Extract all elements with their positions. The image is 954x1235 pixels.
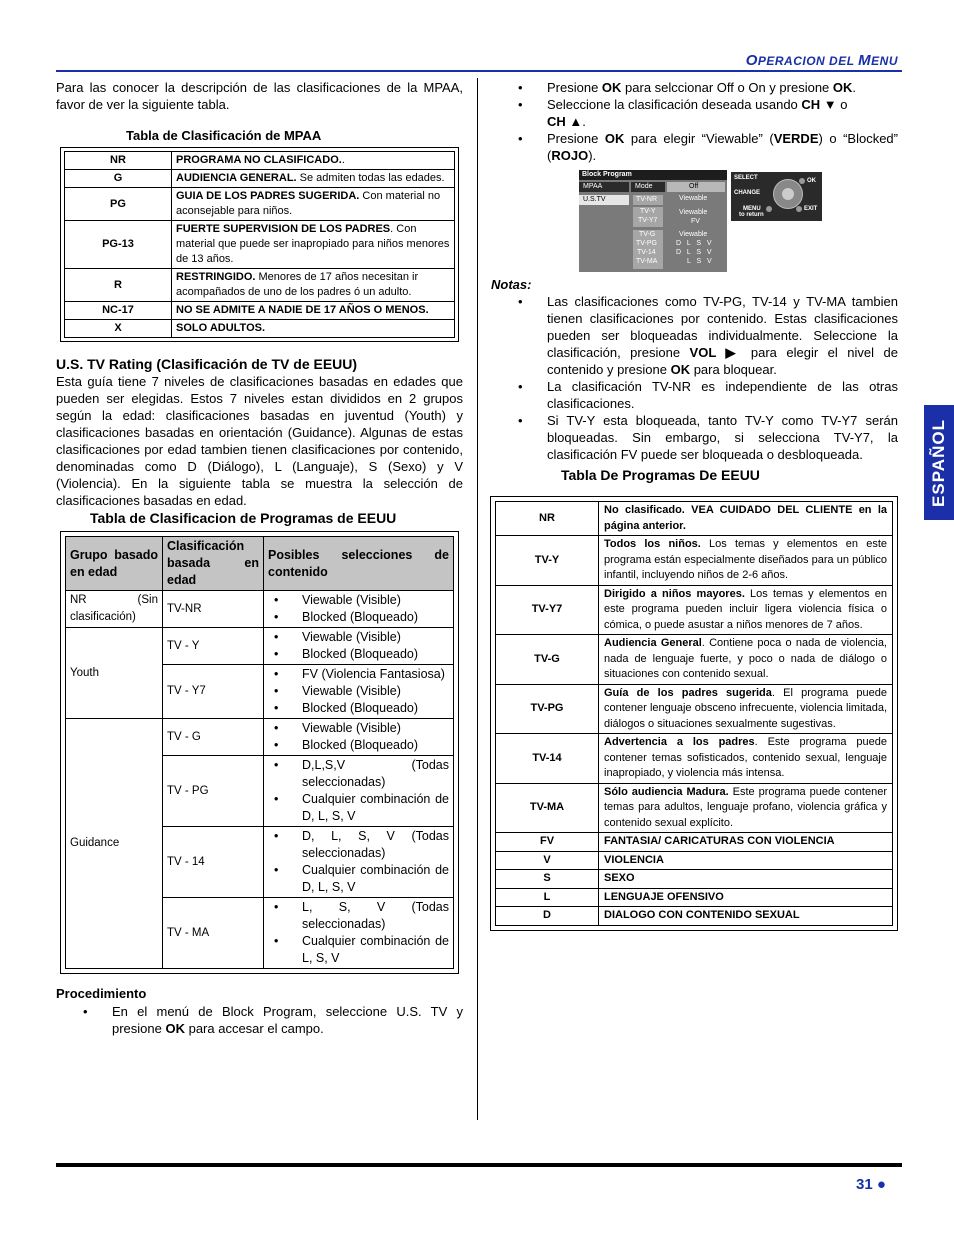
rating-description: NO SE ADMITE A NADIE DE 17 AÑOS O MENOS. — [172, 302, 455, 320]
menu-button-icon — [766, 206, 772, 212]
language-tab: ESPAÑOL — [924, 405, 954, 520]
osd-rating: TV-Y7 — [638, 217, 658, 224]
rating-description: RESTRINGIDO. Menores de 17 años necesitan ir acompañados de uno de los padres ó un adulto. — [172, 269, 455, 302]
rating-cell: TV - G — [163, 719, 264, 756]
options-cell — [264, 628, 454, 665]
rating-description: DIALOGO CON CONTENIDO SEXUAL — [599, 907, 893, 926]
rating-cell: TV - MA — [163, 898, 264, 969]
option-item: • Cualquier combinación de D, L, S, V — [268, 791, 449, 825]
exit-button-icon — [796, 206, 802, 212]
rating-code: L — [496, 888, 599, 907]
rating-description: Audiencia General. Contiene poca o nada de violencia, nada de lenguaje fuerte, y poco o nada de diálogo o situaciones con contenido sexual. — [599, 635, 893, 685]
options-cell — [264, 827, 454, 898]
options-cell — [264, 665, 454, 719]
rating-code: TV-MA — [496, 783, 599, 833]
rating-description: PROGRAMA NO CLASIFICADO.. — [172, 152, 455, 170]
rating-description: Advertencia a los padres. Este programa puede contener temas sofisticados, contenido sexual, lenguaje inapropiado, y violencia más intensa. — [599, 734, 893, 784]
col-header-group: Grupo basado en edad — [66, 537, 163, 591]
table-row — [65, 320, 455, 338]
table-row — [496, 502, 893, 536]
col-header-options: Posibles selecciones de contenido — [264, 537, 454, 591]
table-row — [496, 870, 893, 889]
group-youth: Youth — [66, 628, 163, 719]
mpaa-intro: Para las conocer la descripción de las clasificaciones de la MPAA, favor de ver la siguiente tabla. — [56, 80, 463, 112]
mpaa-table-frame — [60, 147, 459, 342]
rating-code: NR — [496, 502, 599, 536]
rating-code: NR — [65, 152, 172, 170]
osd-value: Viewable — [679, 195, 708, 202]
column-separator — [477, 78, 478, 1120]
tv-table-caption: Tabla de Clasificacion de Programas de EEUU — [90, 510, 397, 526]
rating-cell: TV - Y — [163, 628, 264, 665]
table-row — [496, 734, 893, 784]
rating-description: GUIA DE LOS PADRES SUGERIDA. Con material no aconsejable para niños. — [172, 188, 455, 221]
rating-code: PG-13 — [65, 221, 172, 269]
rating-code: V — [496, 851, 599, 870]
table-row — [65, 170, 455, 188]
group-nr: NR (Sin clasificación) — [66, 591, 163, 628]
rating-code: FV — [496, 833, 599, 852]
osd-value: Viewable — [679, 209, 708, 216]
step-bullet: • Presione OK para selccionar Off o On y presione OK. — [491, 79, 898, 96]
rating-description: Dirigido a niños mayores. Los temas y elementos en este programa pueden incluir ligera violencia física o cómica, o puede asustar a niños menores de 7 años. — [599, 585, 893, 635]
rating-code: G — [65, 170, 172, 188]
osd-off: Off — [689, 183, 699, 190]
osd-mode: Mode — [635, 183, 653, 190]
section-title: OPERACION DEL MENU — [745, 52, 898, 69]
table-row — [496, 888, 893, 907]
notes-section — [491, 277, 898, 483]
table-row — [496, 851, 893, 870]
step-bullet: • Seleccione la clasificación deseada usando CH ▼ o CH ▲. — [491, 96, 898, 130]
osd-value: FV — [691, 218, 700, 225]
options-cell — [264, 898, 454, 969]
rating-code: TV-PG — [496, 684, 599, 734]
procedure-step: • En el menú de Block Program, seleccione U.S. TV y presione OK para accesar el campo. — [56, 1003, 463, 1037]
rating-description: Sólo audiencia Madura. Este programa puede contener temas para adultos, lenguaje profano, violencia gráfica y contenido sexual explícito. — [599, 783, 893, 833]
rating-description: SEXO — [599, 870, 893, 889]
osd-value: D L S V — [676, 249, 712, 256]
osd-title: Block Program — [582, 171, 632, 178]
rating-code: TV-14 — [496, 734, 599, 784]
group-guidance: Guidance — [66, 719, 163, 969]
option-item: • Viewable (Visible) — [268, 683, 449, 700]
option-item: • FV (Violencia Fantasiosa) — [268, 666, 449, 683]
rating-code: TV-Y7 — [496, 585, 599, 635]
table-row — [65, 221, 455, 269]
table-row — [65, 188, 455, 221]
tv-rating-table — [65, 536, 454, 969]
table-row — [496, 833, 893, 852]
options-cell — [264, 719, 454, 756]
rating-description: Guía de los padres sugerida. El programa puede contener lenguaje obsceno infrecuente, violencia limitada, diálogos o situaciones sexualmente sugestivas. — [599, 684, 893, 734]
rating-code: NC-17 — [65, 302, 172, 320]
option-item: • Blocked (Bloqueado) — [268, 700, 449, 717]
table-row — [65, 152, 455, 170]
rating-cell: TV - 14 — [163, 827, 264, 898]
table-row — [496, 783, 893, 833]
rating-code: S — [496, 870, 599, 889]
notes-label: Notas: — [491, 277, 532, 292]
header-rule — [56, 70, 902, 72]
option-item: • Cualquier combinación de L, S, V — [268, 933, 449, 967]
options-cell — [264, 591, 454, 628]
mpaa-table-caption: Tabla de Clasificación de MPAA — [126, 128, 322, 143]
us-tv-description: Esta guía tiene 7 niveles de clasificaciones basadas en edades que pueden ser elegidas. Estos 7 niveles estan divididos en 2 grupos según la edad: clasificaciones basadas en juventud (Youth) y clasificaciones basadas en orientación (Guidance). Algunas de estas clasificaciones por edad tambien tienen clasificaciones por contenido, denominadas como D (Diálogo), L (Languaje), S (Sexo) y V (Violencia). En la siguiente tabla se muestra la selección de clasificaciones basadas en edad. — [56, 374, 463, 508]
table-row — [65, 302, 455, 320]
eeuu-table-caption: Tabla De Programas De EEUU — [561, 467, 760, 483]
option-item: • Viewable (Visible) — [268, 720, 449, 737]
osd-value: Viewable — [679, 231, 708, 238]
dpad-icon — [773, 179, 803, 209]
tv-table-frame — [60, 531, 459, 974]
block-program-screen — [579, 170, 727, 272]
mpaa-table — [64, 151, 455, 338]
table-row — [496, 536, 893, 586]
page-number: 31 ● — [856, 1176, 886, 1193]
rating-code: X — [65, 320, 172, 338]
us-tv-heading: U.S. TV Rating (Clasificación de TV de EEUU) — [56, 356, 358, 372]
table-row — [496, 585, 893, 635]
note-bullet: • La clasificación TV-NR es independiente de las otras clasificaciones. — [491, 378, 898, 412]
rating-code: TV-G — [496, 635, 599, 685]
rating-code: D — [496, 907, 599, 926]
osd-rating: TV-Y — [640, 208, 656, 215]
col-header-rating: Clasificación basada en edad — [163, 537, 264, 591]
rating-description: No clasificado. VEA CUIDADO DEL CLIENTE en la página anterior. — [599, 502, 893, 536]
osd-rating: TV-G — [639, 231, 656, 238]
remote-return-label: to return — [739, 212, 764, 218]
rating-description: VIOLENCIA — [599, 851, 893, 870]
osd-value: L S V — [687, 258, 712, 265]
eeuu-table-frame — [490, 496, 898, 931]
osd-rating: TV-NR — [636, 196, 657, 203]
osd-rating: TV-MA — [636, 258, 658, 265]
osd-rating: TV-14 — [637, 249, 656, 256]
rating-code: R — [65, 269, 172, 302]
rating-code: TV-Y — [496, 536, 599, 586]
note-bullet: • Las clasificaciones como TV-PG, TV-14 y TV-MA tambien tienen clasificaciones por contenido. Estas clasificaciones pueden ser bloqueadas individualmente. Seleccione la clasificación, presione VOL ▶ para elegir el nivel de contenido y presione OK para bloquear. — [491, 293, 898, 378]
osd-mpaa: MPAA — [583, 183, 603, 190]
options-cell — [264, 756, 454, 827]
osd-ustv: U.S.TV — [583, 196, 606, 203]
ok-button-icon — [799, 178, 805, 184]
rating-code: PG — [65, 188, 172, 221]
right-column — [491, 79, 898, 164]
option-item: • Viewable (Visible) — [268, 629, 449, 646]
option-item: • D,L,S,V (Todas seleccionadas) — [268, 757, 449, 791]
remote-select-label: SELECT — [734, 175, 758, 181]
remote-exit-label: EXIT — [804, 206, 818, 212]
option-item: • Blocked (Bloqueado) — [268, 609, 449, 626]
option-item: • D, L, S, V (Todas seleccionadas) — [268, 828, 449, 862]
osd-value: D L S V — [676, 240, 712, 247]
option-item: • L, S, V (Todas seleccionadas) — [268, 899, 449, 933]
rating-description: Todos los niños. Los temas y elementos en este programa están especialmente diseñados para un público infantil, incluyendo niños de 2-6 años. — [599, 536, 893, 586]
option-item: • Blocked (Bloqueado) — [268, 737, 449, 754]
table-row — [65, 269, 455, 302]
rating-description: FANTASIA/ CARICATURAS CON VIOLENCIA — [599, 833, 893, 852]
step-bullet: • Presione OK para elegir “Viewable” (VERDE) o “Blocked” (ROJO). — [491, 130, 898, 164]
option-item: • Cualquier combinación de D, L, S, V — [268, 862, 449, 896]
table-row — [496, 907, 893, 926]
rating-description: AUDIENCIA GENERAL. Se admiten todas las edades. — [172, 170, 455, 188]
left-column — [56, 79, 463, 1037]
rating-cell: TV - Y7 — [163, 665, 264, 719]
table-row — [496, 635, 893, 685]
rating-cell: TV-NR — [163, 591, 264, 628]
rating-description: SOLO ADULTOS. — [172, 320, 455, 338]
rating-cell: TV - PG — [163, 756, 264, 827]
procedure-heading: Procedimiento — [56, 986, 147, 1001]
osd-rating: TV-PG — [636, 240, 658, 247]
option-item: • Blocked (Bloqueado) — [268, 646, 449, 663]
footer-rule — [56, 1163, 902, 1167]
table-row — [496, 684, 893, 734]
rating-description: FUERTE SUPERVISION DE LOS PADRES. Con material que puede ser inapropiado para niños menores de 13 años. — [172, 221, 455, 269]
eeuu-table — [495, 501, 893, 926]
remote-control-image — [731, 172, 822, 221]
rating-description: LENGUAJE OFENSIVO — [599, 888, 893, 907]
remote-menu-label: MENU — [743, 206, 761, 212]
remote-ok-label: OK — [807, 178, 816, 184]
option-item: • Viewable (Visible) — [268, 592, 449, 609]
note-bullet: • Si TV-Y esta bloqueada, tanto TV-Y como TV-Y7 serán bloqueadas. Sin embargo, si selecciona TV-Y7, la clasificación FV puede ser bloqueada o desbloqueada. — [491, 412, 898, 463]
remote-change-label: CHANGE — [734, 190, 761, 196]
